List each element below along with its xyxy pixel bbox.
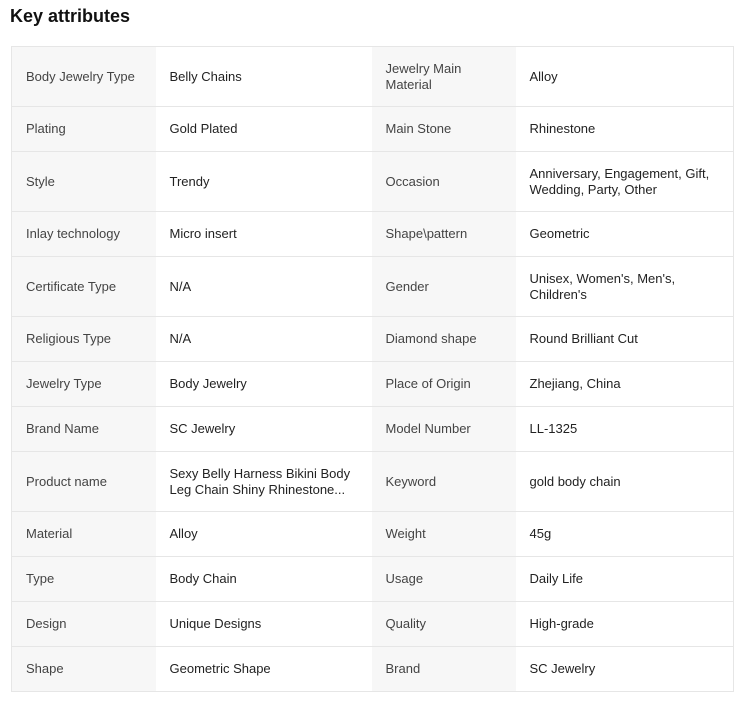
attribute-label: Main Stone [372,107,516,152]
table-row [12,152,734,212]
attribute-value: Body Jewelry [156,362,372,407]
table-row [12,557,734,602]
attribute-label: Brand Name [12,407,156,452]
attribute-label: Body Jewelry Type [12,47,156,107]
attribute-value: Alloy [156,512,372,557]
attribute-label: Jewelry Main Material [372,47,516,107]
table-row [12,407,734,452]
attribute-label: Usage [372,557,516,602]
attribute-value: Zhejiang, China [516,362,734,407]
attribute-value: LL-1325 [516,407,734,452]
attribute-value: Round Brilliant Cut [516,317,734,362]
attribute-label: Quality [372,602,516,647]
attributes-table [11,46,734,692]
attribute-value: Trendy [156,152,372,212]
attribute-value: Anniversary, Engagement, Gift, Wedding, Party, Other [516,152,734,212]
attribute-value: gold body chain [516,452,734,512]
attribute-value: Micro insert [156,212,372,257]
table-row [12,107,734,152]
attribute-value: Geometric Shape [156,647,372,692]
attribute-value: SC Jewelry [156,407,372,452]
attribute-value: Body Chain [156,557,372,602]
attribute-value: 45g [516,512,734,557]
attribute-label: Brand [372,647,516,692]
attribute-label: Material [12,512,156,557]
attribute-label: Jewelry Type [12,362,156,407]
table-row [12,512,734,557]
table-row [12,317,734,362]
table-row [12,257,734,317]
attribute-label: Weight [372,512,516,557]
attribute-label: Diamond shape [372,317,516,362]
attribute-value: High-grade [516,602,734,647]
attribute-label: Plating [12,107,156,152]
attribute-value: Geometric [516,212,734,257]
attribute-value: Belly Chains [156,47,372,107]
attribute-value: SC Jewelry [516,647,734,692]
attribute-value: N/A [156,257,372,317]
attribute-label: Inlay technology [12,212,156,257]
attribute-label: Design [12,602,156,647]
attribute-value: Unisex, Women's, Men's, Children's [516,257,734,317]
attribute-label: Style [12,152,156,212]
attribute-value: Gold Plated [156,107,372,152]
section-title: Key attributes [10,6,131,26]
attribute-label: Gender [372,257,516,317]
table-row [12,647,734,692]
attribute-value: Sexy Belly Harness Bikini Body Leg Chain Shiny Rhinestone... [156,452,372,512]
table-row [12,452,734,512]
attribute-label: Model Number [372,407,516,452]
attribute-label: Shape\pattern [372,212,516,257]
attribute-value: Alloy [516,47,734,107]
table-row [12,362,734,407]
table-row [12,47,734,107]
attribute-value: Unique Designs [156,602,372,647]
attribute-label: Keyword [372,452,516,512]
attribute-label: Product name [12,452,156,512]
attribute-value: N/A [156,317,372,362]
attribute-label: Occasion [372,152,516,212]
table-row [12,602,734,647]
attribute-value: Daily Life [516,557,734,602]
table-row [12,212,734,257]
attribute-label: Type [12,557,156,602]
attribute-label: Certificate Type [12,257,156,317]
attribute-value: Rhinestone [516,107,734,152]
attribute-label: Shape [12,647,156,692]
attribute-label: Place of Origin [372,362,516,407]
attribute-label: Religious Type [12,317,156,362]
